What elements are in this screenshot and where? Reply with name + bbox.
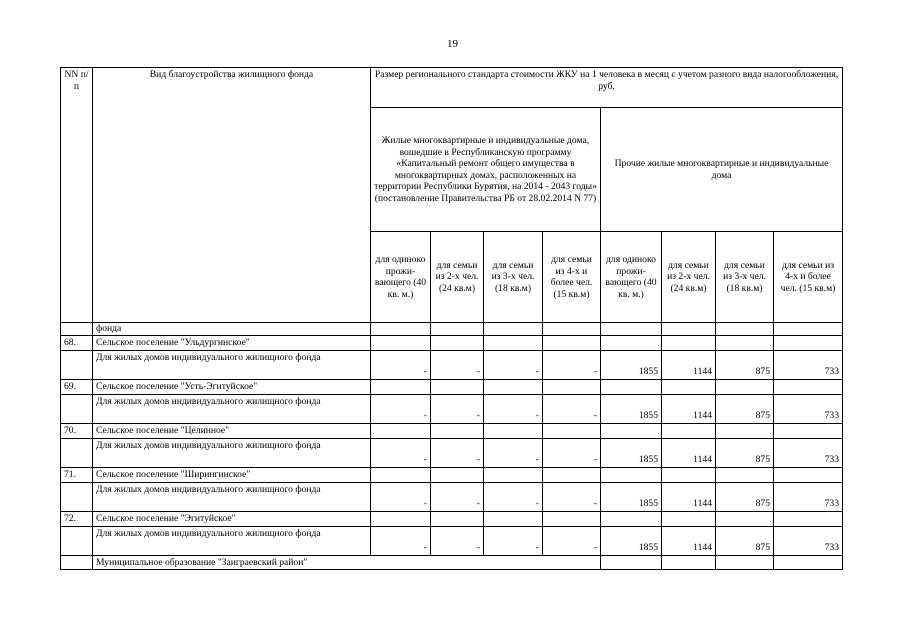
value-cell: 733 bbox=[774, 438, 843, 467]
value-cell: - bbox=[484, 438, 543, 467]
value-cell: 1855 bbox=[601, 350, 662, 379]
carry-over-text: фонда bbox=[93, 323, 371, 336]
value-cell: 1144 bbox=[662, 350, 716, 379]
value-cell: - bbox=[484, 482, 543, 511]
tariff-table bbox=[60, 67, 843, 570]
housing-type-label: Для жилых домов индивидуального жилищного фонда bbox=[93, 350, 371, 379]
value-cell: 1144 bbox=[662, 482, 716, 511]
municipality-name: Муниципальное образование "Заиграевский район" bbox=[93, 555, 601, 570]
value-cell: - bbox=[543, 350, 601, 379]
value-cell: - bbox=[543, 438, 601, 467]
value-cell: 875 bbox=[716, 438, 774, 467]
value-cell: 875 bbox=[716, 394, 774, 423]
housing-type-label: Для жилых домов индивидуального жилищного фонда bbox=[93, 526, 371, 555]
value-cell: - bbox=[431, 394, 484, 423]
settlement-number: 68. bbox=[61, 335, 93, 350]
value-cell: - bbox=[371, 438, 431, 467]
header-group-b: Прочие жилые многоквартирные и индивидуальные дома bbox=[601, 108, 843, 232]
housing-type-label: Для жилых домов индивидуального жилищного фонда bbox=[93, 482, 371, 511]
settlement-row bbox=[61, 379, 843, 394]
housing-row bbox=[61, 438, 843, 467]
subheader-cell: для семьи из 2-х чел. (24 кв.м) bbox=[662, 232, 716, 323]
subheader-cell: для одиноко прожи-вающего (40 кв. м.) bbox=[371, 232, 431, 323]
value-cell: - bbox=[371, 526, 431, 555]
value-cell: - bbox=[371, 394, 431, 423]
value-cell: 1144 bbox=[662, 438, 716, 467]
value-cell: 1144 bbox=[662, 526, 716, 555]
settlement-number: 69. bbox=[61, 379, 93, 394]
subheader-cell: для семьи из 3-х чел. (18 кв.м) bbox=[484, 232, 543, 323]
housing-row bbox=[61, 394, 843, 423]
housing-row bbox=[61, 350, 843, 379]
settlement-name: Сельское поселение "Ширингинское" bbox=[93, 467, 371, 482]
page-number: 19 bbox=[447, 38, 458, 50]
carry-over-row bbox=[61, 323, 843, 336]
settlement-row bbox=[61, 511, 843, 526]
settlement-name: Сельское поселение "Целинное" bbox=[93, 423, 371, 438]
settlement-number: 71. bbox=[61, 467, 93, 482]
housing-row bbox=[61, 526, 843, 555]
housing-type-label: Для жилых домов индивидуального жилищного фонда bbox=[93, 394, 371, 423]
subheader-cell: для семьи из 4-х и более чел. (15 кв.м) bbox=[774, 232, 843, 323]
value-cell: - bbox=[371, 482, 431, 511]
value-cell: 875 bbox=[716, 482, 774, 511]
value-cell: - bbox=[484, 350, 543, 379]
value-cell: 733 bbox=[774, 526, 843, 555]
value-cell: 875 bbox=[716, 526, 774, 555]
value-cell: - bbox=[431, 526, 484, 555]
value-cell: - bbox=[484, 526, 543, 555]
value-cell: - bbox=[543, 394, 601, 423]
settlement-row bbox=[61, 423, 843, 438]
settlement-number: 70. bbox=[61, 423, 93, 438]
header-type: Вид благоустройства жилищного фонда bbox=[93, 68, 371, 323]
header-nn: NN п/п bbox=[61, 68, 93, 323]
value-cell: 733 bbox=[774, 394, 843, 423]
municipality-row bbox=[61, 555, 843, 570]
value-cell: - bbox=[431, 350, 484, 379]
value-cell: - bbox=[431, 482, 484, 511]
value-cell: - bbox=[543, 482, 601, 511]
value-cell: - bbox=[431, 438, 484, 467]
value-cell: 1144 bbox=[662, 394, 716, 423]
settlement-name: Сельское поселение "Эгитуйское" bbox=[93, 511, 371, 526]
value-cell: 1855 bbox=[601, 438, 662, 467]
subheader-cell: для семьи из 4-х и более чел. (15 кв.м) bbox=[543, 232, 601, 323]
value-cell: - bbox=[484, 394, 543, 423]
value-cell: 733 bbox=[774, 482, 843, 511]
header-row-1 bbox=[61, 68, 843, 108]
value-cell: 875 bbox=[716, 350, 774, 379]
value-cell: 1855 bbox=[601, 482, 662, 511]
settlement-name: Сельское поселение "Усть-Эгитуйское" bbox=[93, 379, 371, 394]
housing-row bbox=[61, 482, 843, 511]
value-cell: 1855 bbox=[601, 394, 662, 423]
settlement-row bbox=[61, 467, 843, 482]
header-size: Размер регионального стандарта стоимости ЖКУ на 1 человека в месяц с учетом разного вида налогообложения, руб. bbox=[371, 68, 843, 108]
value-cell: - bbox=[371, 350, 431, 379]
value-cell: 1855 bbox=[601, 526, 662, 555]
housing-type-label: Для жилых домов индивидуального жилищного фонда bbox=[93, 438, 371, 467]
subheader-cell: для одиноко прожи-вающего (40 кв. м.) bbox=[601, 232, 662, 323]
value-cell: 733 bbox=[774, 350, 843, 379]
subheader-cell: для семьи из 2-х чел. (24 кв.м) bbox=[431, 232, 484, 323]
settlement-number: 72. bbox=[61, 511, 93, 526]
header-group-a: Жилые многоквартирные и индивидуальные дома, вошедшие в Республиканскую программу «Капитальный ремонт общего имущества в многоквартирных домах, расположенных на территории Республики Бурятия, на 2014 - 2043 годы» (постановление Правительства РБ от 28.02.2014 N 77) bbox=[371, 108, 601, 232]
value-cell: - bbox=[543, 526, 601, 555]
settlement-row bbox=[61, 335, 843, 350]
subheader-cell: для семьи из 3-х чел. (18 кв.м) bbox=[716, 232, 774, 323]
settlement-name: Сельское поселение "Ульдургинское" bbox=[93, 335, 371, 350]
